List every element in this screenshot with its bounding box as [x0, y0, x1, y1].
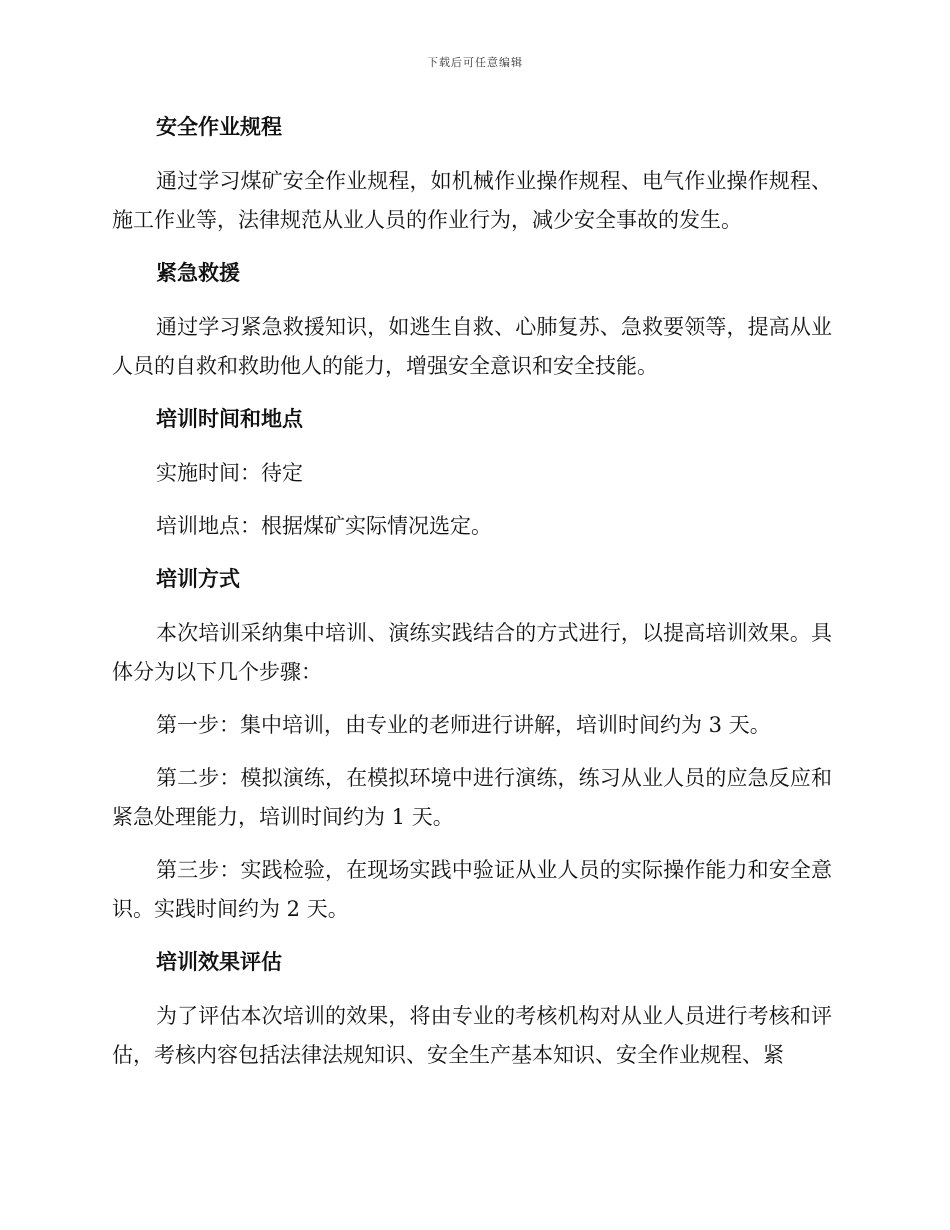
section-heading-effect-evaluation: 培训效果评估	[156, 950, 282, 974]
paragraph-step-two: 第二步：模拟演练，在模拟环境中进行演练，练习从业人员的应急反应和紧急处理能力，培训时间约为 1 天。	[112, 766, 832, 829]
document-body	[112, 108, 832, 1089]
section-heading-emergency-rescue: 紧急救援	[156, 261, 240, 285]
paragraph-implementation-time: 实施时间：待定	[156, 461, 303, 485]
paragraph-emergency-rescue: 通过学习紧急救援知识，如逃生自救、心肺复苏、急救要领等，提高从业人员的自救和救助他人的能力，增强安全意识和安全技能。	[112, 315, 832, 378]
section-heading-training-method: 培训方式	[156, 567, 240, 591]
paragraph-training-method: 本次培训采纳集中培训、演练实践结合的方式进行，以提高培训效果。具体分为以下几个步骤：	[112, 621, 832, 684]
section-heading-safety-procedures: 安全作业规程	[156, 115, 282, 139]
paragraph-training-location: 培训地点：根据煤矿实际情况选定。	[156, 514, 492, 538]
paragraph-step-three: 第三步：实践检验，在现场实践中验证从业人员的实际操作能力和安全意识。实践时间约为 2 天。	[112, 858, 832, 921]
paragraph-step-one: 第一步：集中培训，由专业的老师进行讲解，培训时间约为 3 天。	[156, 713, 771, 737]
header-note: 下载后可任意编辑	[427, 56, 523, 69]
paragraph-safety-procedures: 通过学习煤矿安全作业规程，如机械作业操作规程、电气作业操作规程、施工作业等，法律规范从业人员的作业行为，减少安全事故的发生。	[112, 169, 832, 232]
paragraph-effect-evaluation: 为了评估本次培训的效果，将由专业的考核机构对从业人员进行考核和评估，考核内容包括法律法规知识、安全生产基本知识、安全作业规程、紧	[112, 1004, 832, 1067]
section-heading-time-location: 培训时间和地点	[156, 407, 303, 431]
